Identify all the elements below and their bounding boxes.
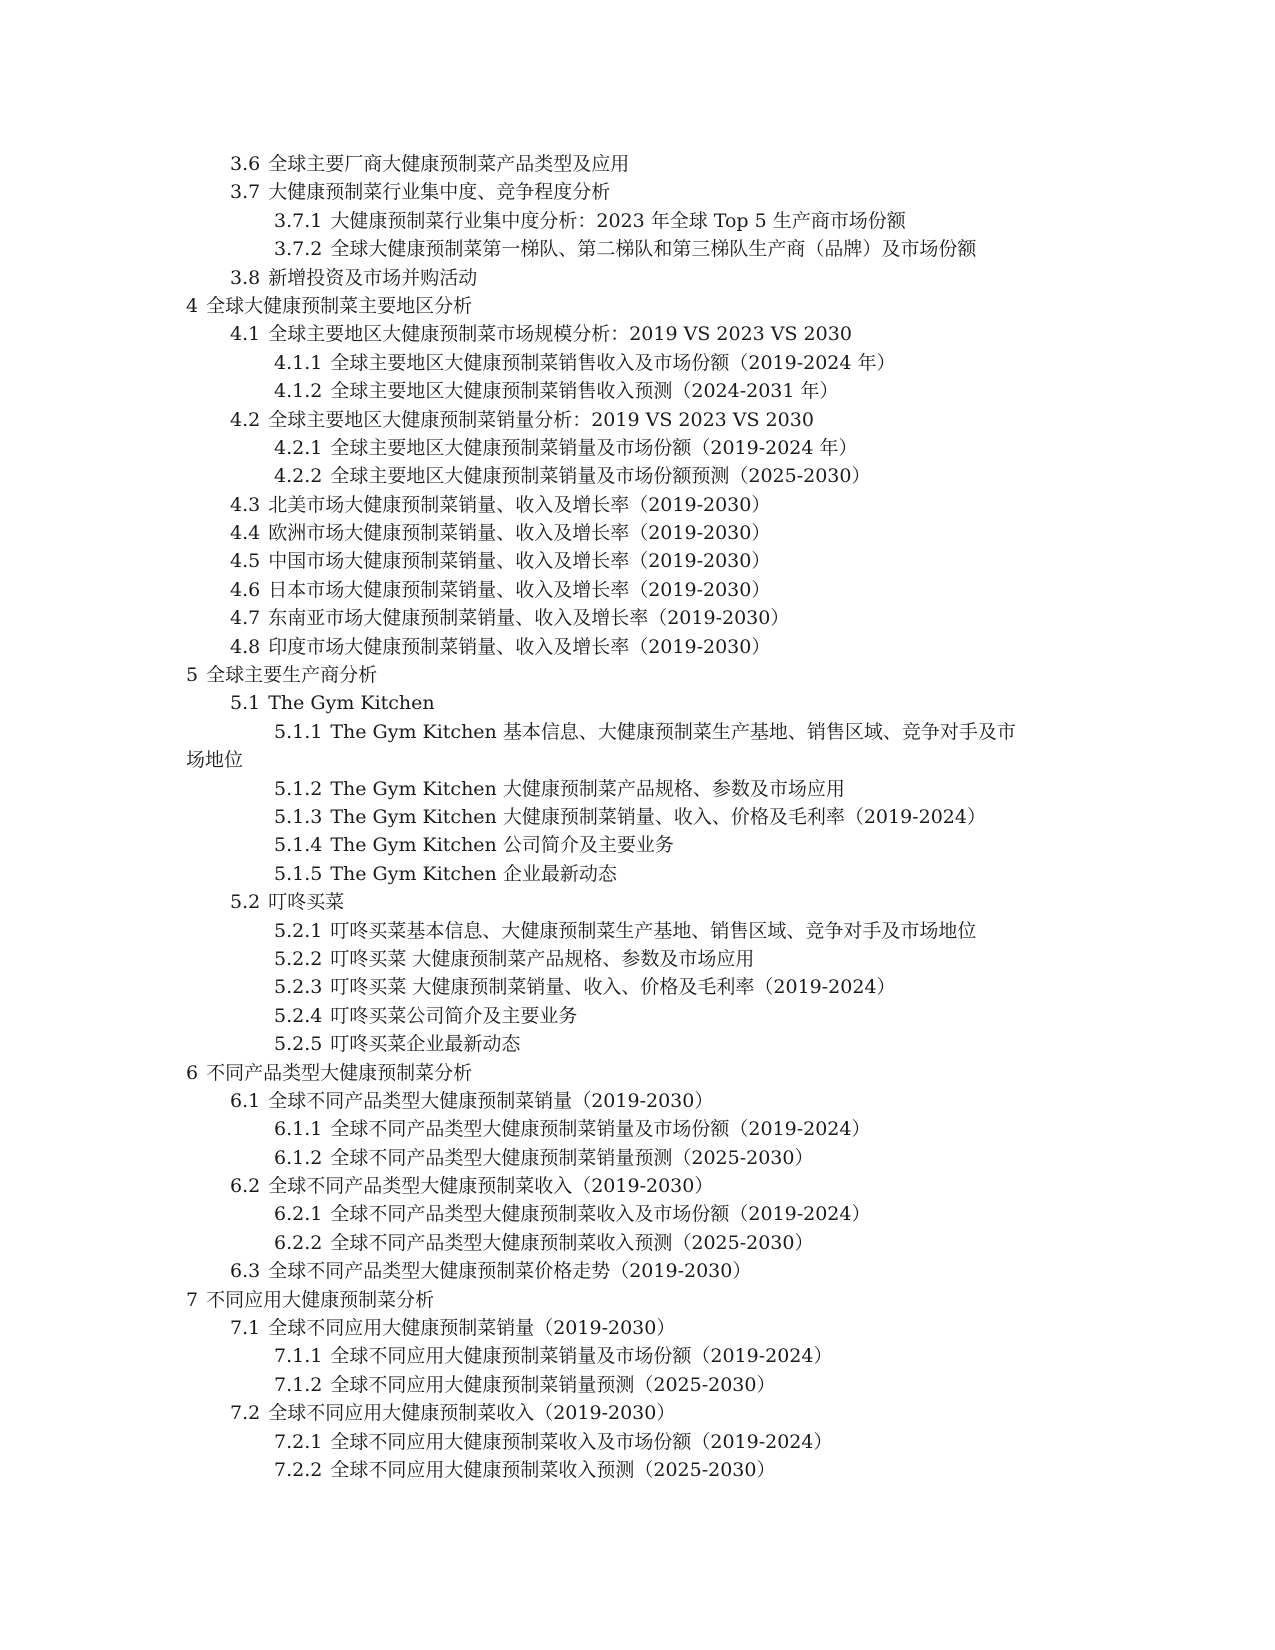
toc-entry-title: 北美市场大健康预制菜销量、收入及增长率（2019-2030） <box>268 493 771 516</box>
toc-entry-title: 全球大健康预制菜主要地区分析 <box>206 294 473 317</box>
toc-entry-number: 3.8 <box>230 266 261 289</box>
toc-entry-title: 印度市场大健康预制菜销量、收入及增长率（2019-2030） <box>268 635 771 658</box>
toc-entry-number: 6.1.1 <box>274 1118 323 1141</box>
toc-entry-title: 欧洲市场大健康预制菜销量、收入及增长率（2019-2030） <box>268 522 771 545</box>
toc-entry-number: 4.7 <box>230 607 261 630</box>
toc-entry-number: 7.2 <box>230 1402 261 1425</box>
toc-entry <box>0 633 1275 661</box>
toc-entry-title: 日本市场大健康预制菜销量、收入及增长率（2019-2030） <box>268 578 771 601</box>
toc-entry-title: 叮咚买菜基本信息、大健康预制菜生产基地、销售区域、竞争对手及市场地位 <box>330 919 977 942</box>
toc-entry <box>0 235 1275 263</box>
table-of-contents <box>0 150 1275 1484</box>
toc-entry-number: 6.2.1 <box>274 1203 323 1226</box>
toc-entry <box>0 973 1275 1001</box>
toc-entry-continuation <box>0 746 1275 774</box>
toc-entry-number: 4.2 <box>230 408 261 431</box>
toc-entry-title: 叮咚买菜公司简介及主要业务 <box>330 1004 578 1027</box>
toc-entry-title: 全球不同应用大健康预制菜销量及市场份额（2019-2024） <box>330 1345 833 1368</box>
toc-entry-number: 5.2.1 <box>274 919 323 942</box>
toc-entry-number: 7.1.1 <box>274 1345 323 1368</box>
toc-entry <box>0 1428 1275 1456</box>
toc-entry-number: 4.1 <box>230 323 261 346</box>
toc-entry <box>0 264 1275 292</box>
toc-entry-number: 5.1.3 <box>274 805 323 828</box>
toc-entry-number: 3.7.1 <box>274 209 323 232</box>
toc-entry-title: 大健康预制菜行业集中度、竞争程度分析 <box>268 181 611 204</box>
toc-entry <box>0 945 1275 973</box>
toc-entry <box>0 1229 1275 1257</box>
toc-entry-title: 全球大健康预制菜第一梯队、第二梯队和第三梯队生产商（品牌）及市场份额 <box>330 238 977 261</box>
toc-entry-title: The Gym Kitchen 大健康预制菜销量、收入、价格及毛利率（2019-2024） <box>330 805 986 828</box>
toc-entry-title: 叮咚买菜 大健康预制菜产品规格、参数及市场应用 <box>330 947 755 970</box>
toc-entry-number: 5.1.1 <box>274 720 323 743</box>
toc-entry-title: 全球主要地区大健康预制菜销售收入预测（2024-2031 年） <box>330 380 839 403</box>
toc-entry <box>0 1002 1275 1030</box>
toc-entry <box>0 860 1275 888</box>
toc-entry-number: 6.1.2 <box>274 1146 323 1169</box>
toc-entry-number: 5.1.4 <box>274 834 323 857</box>
toc-entry-number: 5.2.2 <box>274 947 323 970</box>
toc-entry-number: 3.6 <box>230 153 261 175</box>
toc-entry-title: 全球主要地区大健康预制菜销量及市场份额预测（2025-2030） <box>330 465 871 488</box>
toc-entry <box>0 803 1275 831</box>
toc-entry-title: 全球不同产品类型大健康预制菜销量预测（2025-2030） <box>330 1146 814 1169</box>
toc-entry-title: 全球主要地区大健康预制菜销量及市场份额（2019-2024 年） <box>330 436 858 459</box>
toc-entry-number: 5.2 <box>230 891 261 914</box>
toc-entry <box>0 1371 1275 1399</box>
toc-entry <box>0 888 1275 916</box>
toc-entry-title: 叮咚买菜企业最新动态 <box>330 1033 521 1056</box>
toc-entry-title: 大健康预制菜行业集中度分析：2023 年全球 Top 5 生产商市场份额 <box>330 209 906 232</box>
toc-entry <box>0 1399 1275 1427</box>
toc-entry <box>0 1172 1275 1200</box>
toc-entry <box>0 689 1275 717</box>
toc-entry-number: 4.2.2 <box>274 465 323 488</box>
toc-entry-number: 7 <box>186 1288 199 1311</box>
toc-entry-number: 7.2.1 <box>274 1430 323 1453</box>
toc-entry-title: The Gym Kitchen 大健康预制菜产品规格、参数及市场应用 <box>330 777 845 800</box>
toc-entry-title: 全球主要厂商大健康预制菜产品类型及应用 <box>268 153 630 175</box>
toc-entry-title: 全球不同应用大健康预制菜收入预测（2025-2030） <box>330 1458 776 1481</box>
toc-entry-number: 4.2.1 <box>274 436 323 459</box>
toc-entry-title: 全球不同应用大健康预制菜销量（2019-2030） <box>268 1317 676 1340</box>
toc-entry-title: 叮咚买菜 <box>268 891 345 914</box>
toc-entry <box>0 462 1275 490</box>
toc-entry <box>0 1342 1275 1370</box>
toc-entry <box>0 1200 1275 1228</box>
toc-entry <box>0 917 1275 945</box>
toc-entry <box>0 320 1275 348</box>
toc-entry <box>0 831 1275 859</box>
toc-entry <box>0 349 1275 377</box>
toc-entry-title: 全球主要生产商分析 <box>206 664 378 687</box>
toc-entry <box>0 207 1275 235</box>
toc-entry <box>0 718 1275 746</box>
toc-entry <box>0 292 1275 320</box>
toc-entry-title: The Gym Kitchen <box>268 692 435 715</box>
toc-entry-title: 全球主要地区大健康预制菜市场规模分析：2019 VS 2023 VS 2030 <box>268 323 852 346</box>
toc-entry <box>0 604 1275 632</box>
toc-entry-number: 6.1 <box>230 1089 261 1112</box>
toc-entry-number: 4.3 <box>230 493 261 516</box>
toc-entry-title: 全球不同产品类型大健康预制菜销量及市场份额（2019-2024） <box>330 1118 871 1141</box>
toc-entry-number: 5.2.4 <box>274 1004 323 1027</box>
toc-entry-title: The Gym Kitchen 基本信息、大健康预制菜生产基地、销售区域、竞争对手及市 <box>330 720 1016 743</box>
toc-entry-title: The Gym Kitchen 公司简介及主要业务 <box>330 834 674 857</box>
toc-entry-number: 7.1.2 <box>274 1373 323 1396</box>
toc-entry <box>0 1456 1275 1484</box>
toc-entry <box>0 150 1275 178</box>
toc-entry <box>0 1059 1275 1087</box>
toc-entry <box>0 434 1275 462</box>
toc-entry <box>0 1030 1275 1058</box>
toc-entry-title: 东南亚市场大健康预制菜销量、收入及增长率（2019-2030） <box>268 607 790 630</box>
toc-entry <box>0 519 1275 547</box>
toc-entry <box>0 406 1275 434</box>
toc-entry-title: 场地位 <box>186 749 244 772</box>
toc-entry-number: 5 <box>186 664 199 687</box>
toc-entry-title: 叮咚买菜 大健康预制菜销量、收入、价格及毛利率（2019-2024） <box>330 976 896 999</box>
toc-entry <box>0 491 1275 519</box>
toc-entry <box>0 576 1275 604</box>
toc-entry-number: 6.2.2 <box>274 1231 323 1254</box>
toc-entry-number: 5.2.5 <box>274 1033 323 1056</box>
toc-entry <box>0 1257 1275 1285</box>
toc-entry-number: 6.3 <box>230 1260 261 1283</box>
toc-entry-number: 6 <box>186 1061 199 1084</box>
toc-entry-number: 5.1 <box>230 692 261 715</box>
toc-entry-number: 4.4 <box>230 522 261 545</box>
toc-entry-number: 3.7.2 <box>274 238 323 261</box>
toc-entry-number: 3.7 <box>230 181 261 204</box>
toc-entry <box>0 178 1275 206</box>
toc-entry-number: 5.1.5 <box>274 862 323 885</box>
toc-entry-title: 中国市场大健康预制菜销量、收入及增长率（2019-2030） <box>268 550 771 573</box>
toc-entry-title: 全球不同应用大健康预制菜收入（2019-2030） <box>268 1402 676 1425</box>
toc-entry-title: 全球主要地区大健康预制菜销量分析：2019 VS 2023 VS 2030 <box>268 408 814 431</box>
toc-entry <box>0 547 1275 575</box>
toc-entry-title: The Gym Kitchen 企业最新动态 <box>330 862 617 885</box>
toc-entry-number: 4 <box>186 294 199 317</box>
toc-entry <box>0 661 1275 689</box>
toc-entry-number: 7.1 <box>230 1317 261 1340</box>
toc-entry-title: 新增投资及市场并购活动 <box>268 266 478 289</box>
toc-entry-title: 全球不同应用大健康预制菜收入及市场份额（2019-2024） <box>330 1430 833 1453</box>
toc-entry-number: 6.2 <box>230 1175 261 1198</box>
toc-entry-title: 全球不同应用大健康预制菜销量预测（2025-2030） <box>330 1373 776 1396</box>
toc-entry <box>0 377 1275 405</box>
toc-entry-number: 5.2.3 <box>274 976 323 999</box>
toc-entry-number: 4.8 <box>230 635 261 658</box>
toc-entry-number: 4.5 <box>230 550 261 573</box>
toc-entry-title: 全球不同产品类型大健康预制菜销量（2019-2030） <box>268 1089 714 1112</box>
toc-entry <box>0 1314 1275 1342</box>
toc-entry-number: 4.6 <box>230 578 261 601</box>
toc-entry <box>0 1144 1275 1172</box>
toc-entry-title: 全球主要地区大健康预制菜销售收入及市场份额（2019-2024 年） <box>330 351 896 374</box>
toc-entry-title: 不同应用大健康预制菜分析 <box>206 1288 435 1311</box>
toc-entry-title: 不同产品类型大健康预制菜分析 <box>206 1061 473 1084</box>
toc-entry-title: 全球不同产品类型大健康预制菜收入（2019-2030） <box>268 1175 714 1198</box>
toc-entry <box>0 1115 1275 1143</box>
toc-entry-number: 5.1.2 <box>274 777 323 800</box>
toc-entry-number: 4.1.1 <box>274 351 323 374</box>
toc-entry <box>0 1286 1275 1314</box>
toc-entry-title: 全球不同产品类型大健康预制菜价格走势（2019-2030） <box>268 1260 752 1283</box>
toc-entry-number: 7.2.2 <box>274 1458 323 1481</box>
toc-entry-title: 全球不同产品类型大健康预制菜收入预测（2025-2030） <box>330 1231 814 1254</box>
toc-entry <box>0 1087 1275 1115</box>
toc-entry <box>0 775 1275 803</box>
toc-entry-title: 全球不同产品类型大健康预制菜收入及市场份额（2019-2024） <box>330 1203 871 1226</box>
toc-entry-number: 4.1.2 <box>274 380 323 403</box>
